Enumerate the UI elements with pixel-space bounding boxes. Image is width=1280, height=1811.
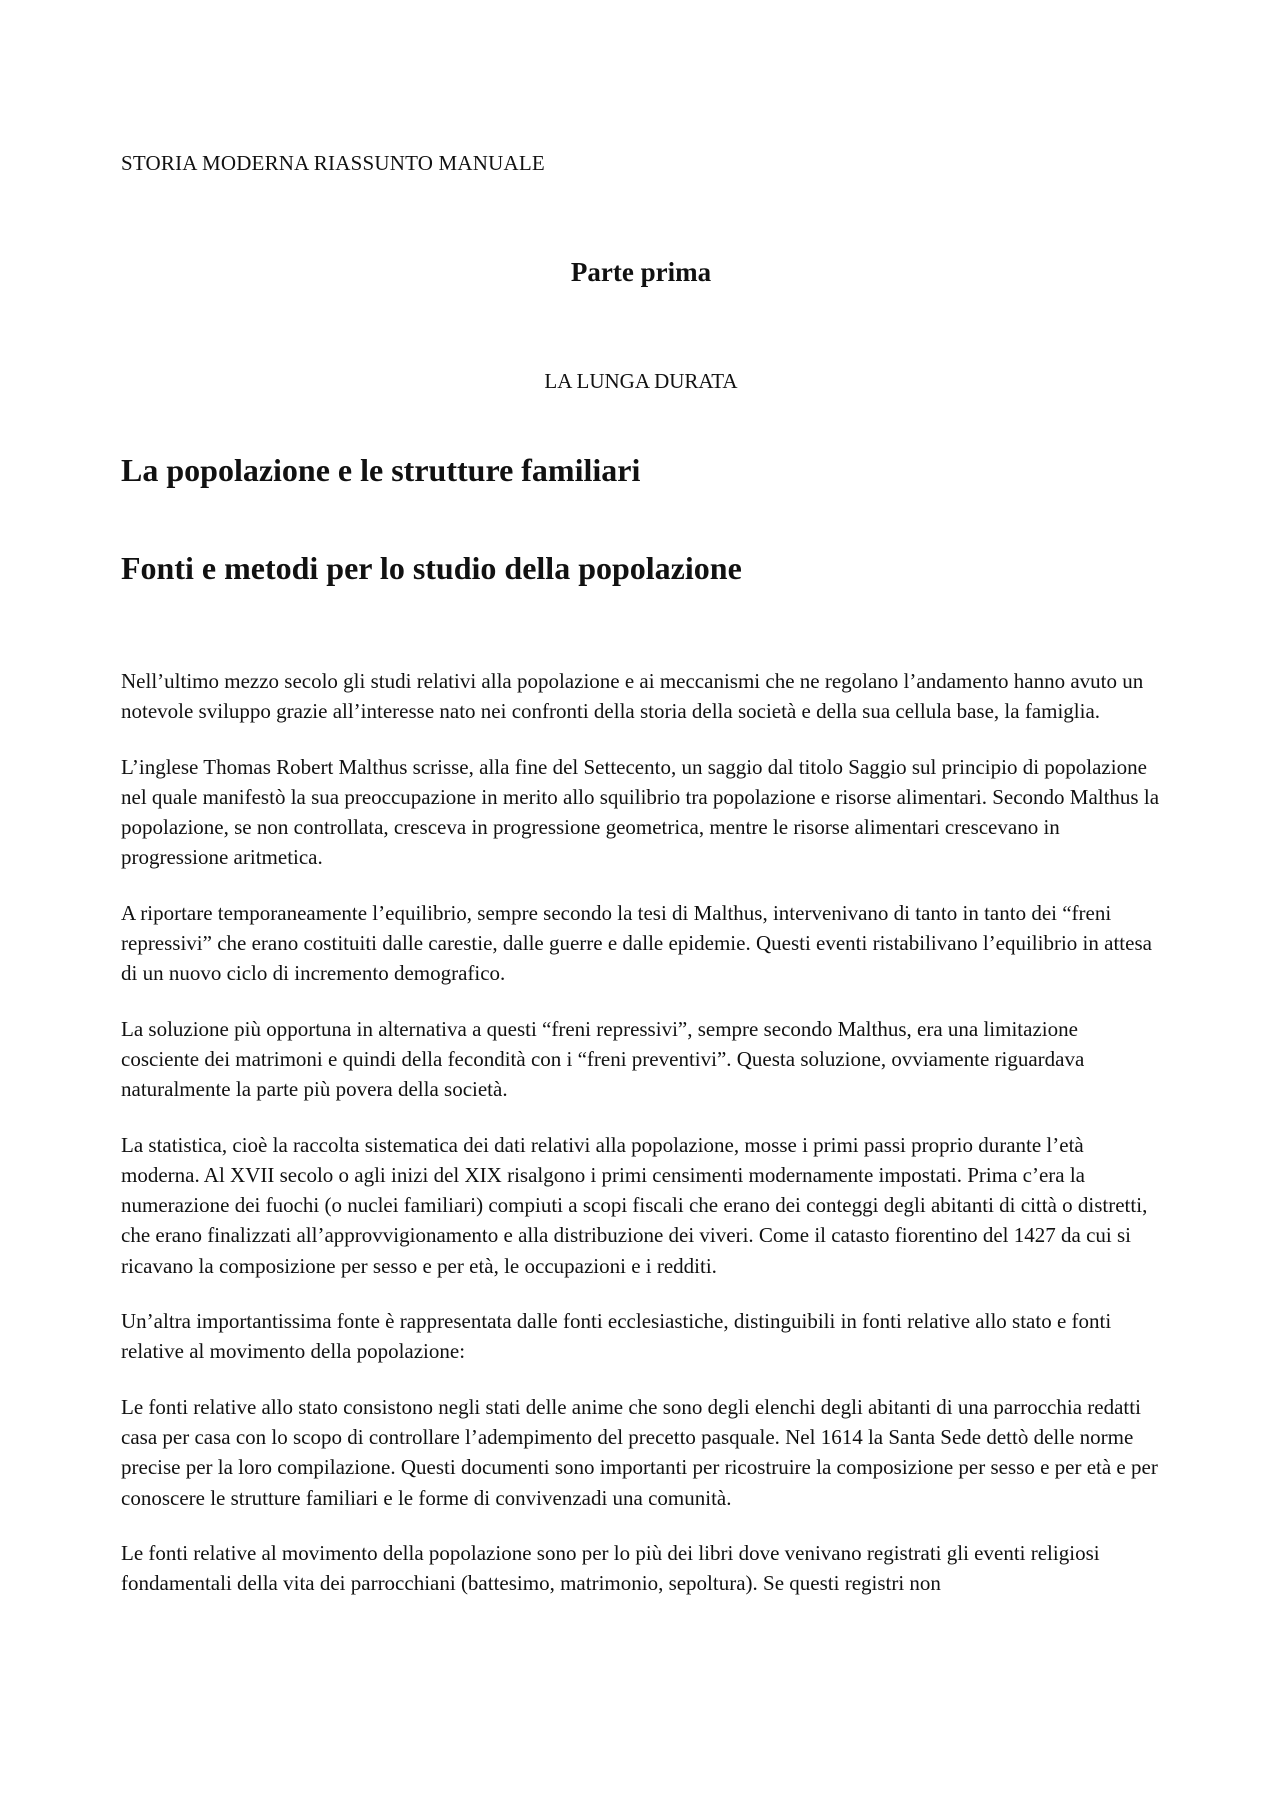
part-title: Parte prima	[570, 257, 712, 287]
document-page	[121, 0, 1161, 1811]
chapter-title: La popolazione e le strutture familiari	[121, 452, 641, 488]
paragraph: Un’altra importantissima fonte è rappresentata dalle fonti ecclesiastiche, distinguibili in fonti relative allo stato e fonti relative al movimento della popolazione:	[121, 1309, 1112, 1364]
body-text	[121, 666, 1161, 1786]
paragraph: La statistica, cioè la raccolta sistematica dei dati relativi alla popolazione, mosse i primi passi proprio durante l’età moderna. Al XVII secolo o agli inizi del XIX risalgono i primi censimenti modernamente impostati. Prima c’era la numerazione dei fuochi (o nuclei familiari) compiuti a scopi fiscali che erano dei conteggi degli abitanti di città o distretti, che erano finalizzati all’approvvigionamento e alla distribuzione dei viveri. Come il catasto fiorentino del 1427 da cui si ricavano la composizione per sesso e per età, le occupazioni e i redditi.	[121, 1132, 1148, 1278]
paragraph: Le fonti relative allo stato consistono negli stati delle anime che sono degli elenchi degli abitanti di una parrocchia redatti casa per casa con lo scopo di controllare l’adempimento del precetto pasquale. Nel 1614 la Santa Sede dettò delle norme precise per la loro compilazione. Questi documenti sono importanti per ricostruire la composizione per sesso e per età e per conoscere le strutture familiari e le forme di convivenzadi una comunità.	[121, 1394, 1158, 1510]
section-title: LA LUNGA DURATA	[544, 369, 738, 393]
document-header: STORIA MODERNA RIASSUNTO MANUALE	[121, 151, 545, 175]
paragraph: La soluzione più opportuna in alternativa a questi “freni repressivi”, sempre secondo Malthus, era una limitazione cosciente dei matrimoni e quindi della fecondità con i “freni preventivi”. Questa soluzione, ovviamente riguardava naturalmente la parte più povera della società.	[121, 1016, 1085, 1102]
paragraph: L’inglese Thomas Robert Malthus scrisse, alla fine del Settecento, un saggio dal titolo Saggio sul principio di popolazione nel quale manifestò la sua preoccupazione in merito allo squilibrio tra popolazione e risorse alimentari. Secondo Malthus la popolazione, se non controllata, cresceva in progressione geometrica, mentre le risorse alimentari crescevano in progressione aritmetica.	[121, 754, 1160, 870]
paragraph: Nell’ultimo mezzo secolo gli studi relativi alla popolazione e ai meccanismi che ne regolano l’andamento hanno avuto un notevole sviluppo grazie all’interesse nato nei confronti della storia della società e della sua cellula base, la famiglia.	[121, 669, 1144, 724]
subchapter-title: Fonti e metodi per lo studio della popolazione	[121, 550, 742, 586]
paragraph: Le fonti relative al movimento della popolazione sono per lo più dei libri dove venivano registrati gli eventi religiosi fondamentali della vita dei parrocchiani (battesimo, matrimonio, sepoltura). Se questi registri non	[121, 1540, 1100, 1596]
paragraph: A riportare temporaneamente l’equilibrio, sempre secondo la tesi di Malthus, intervenivano di tanto in tanto dei “freni repressivi” che erano costituiti dalle carestie, dalle guerre e dalle epidemie. Questi eventi ristabilivano l’equilibrio in attesa di un nuovo ciclo di incremento demografico.	[121, 900, 1152, 986]
